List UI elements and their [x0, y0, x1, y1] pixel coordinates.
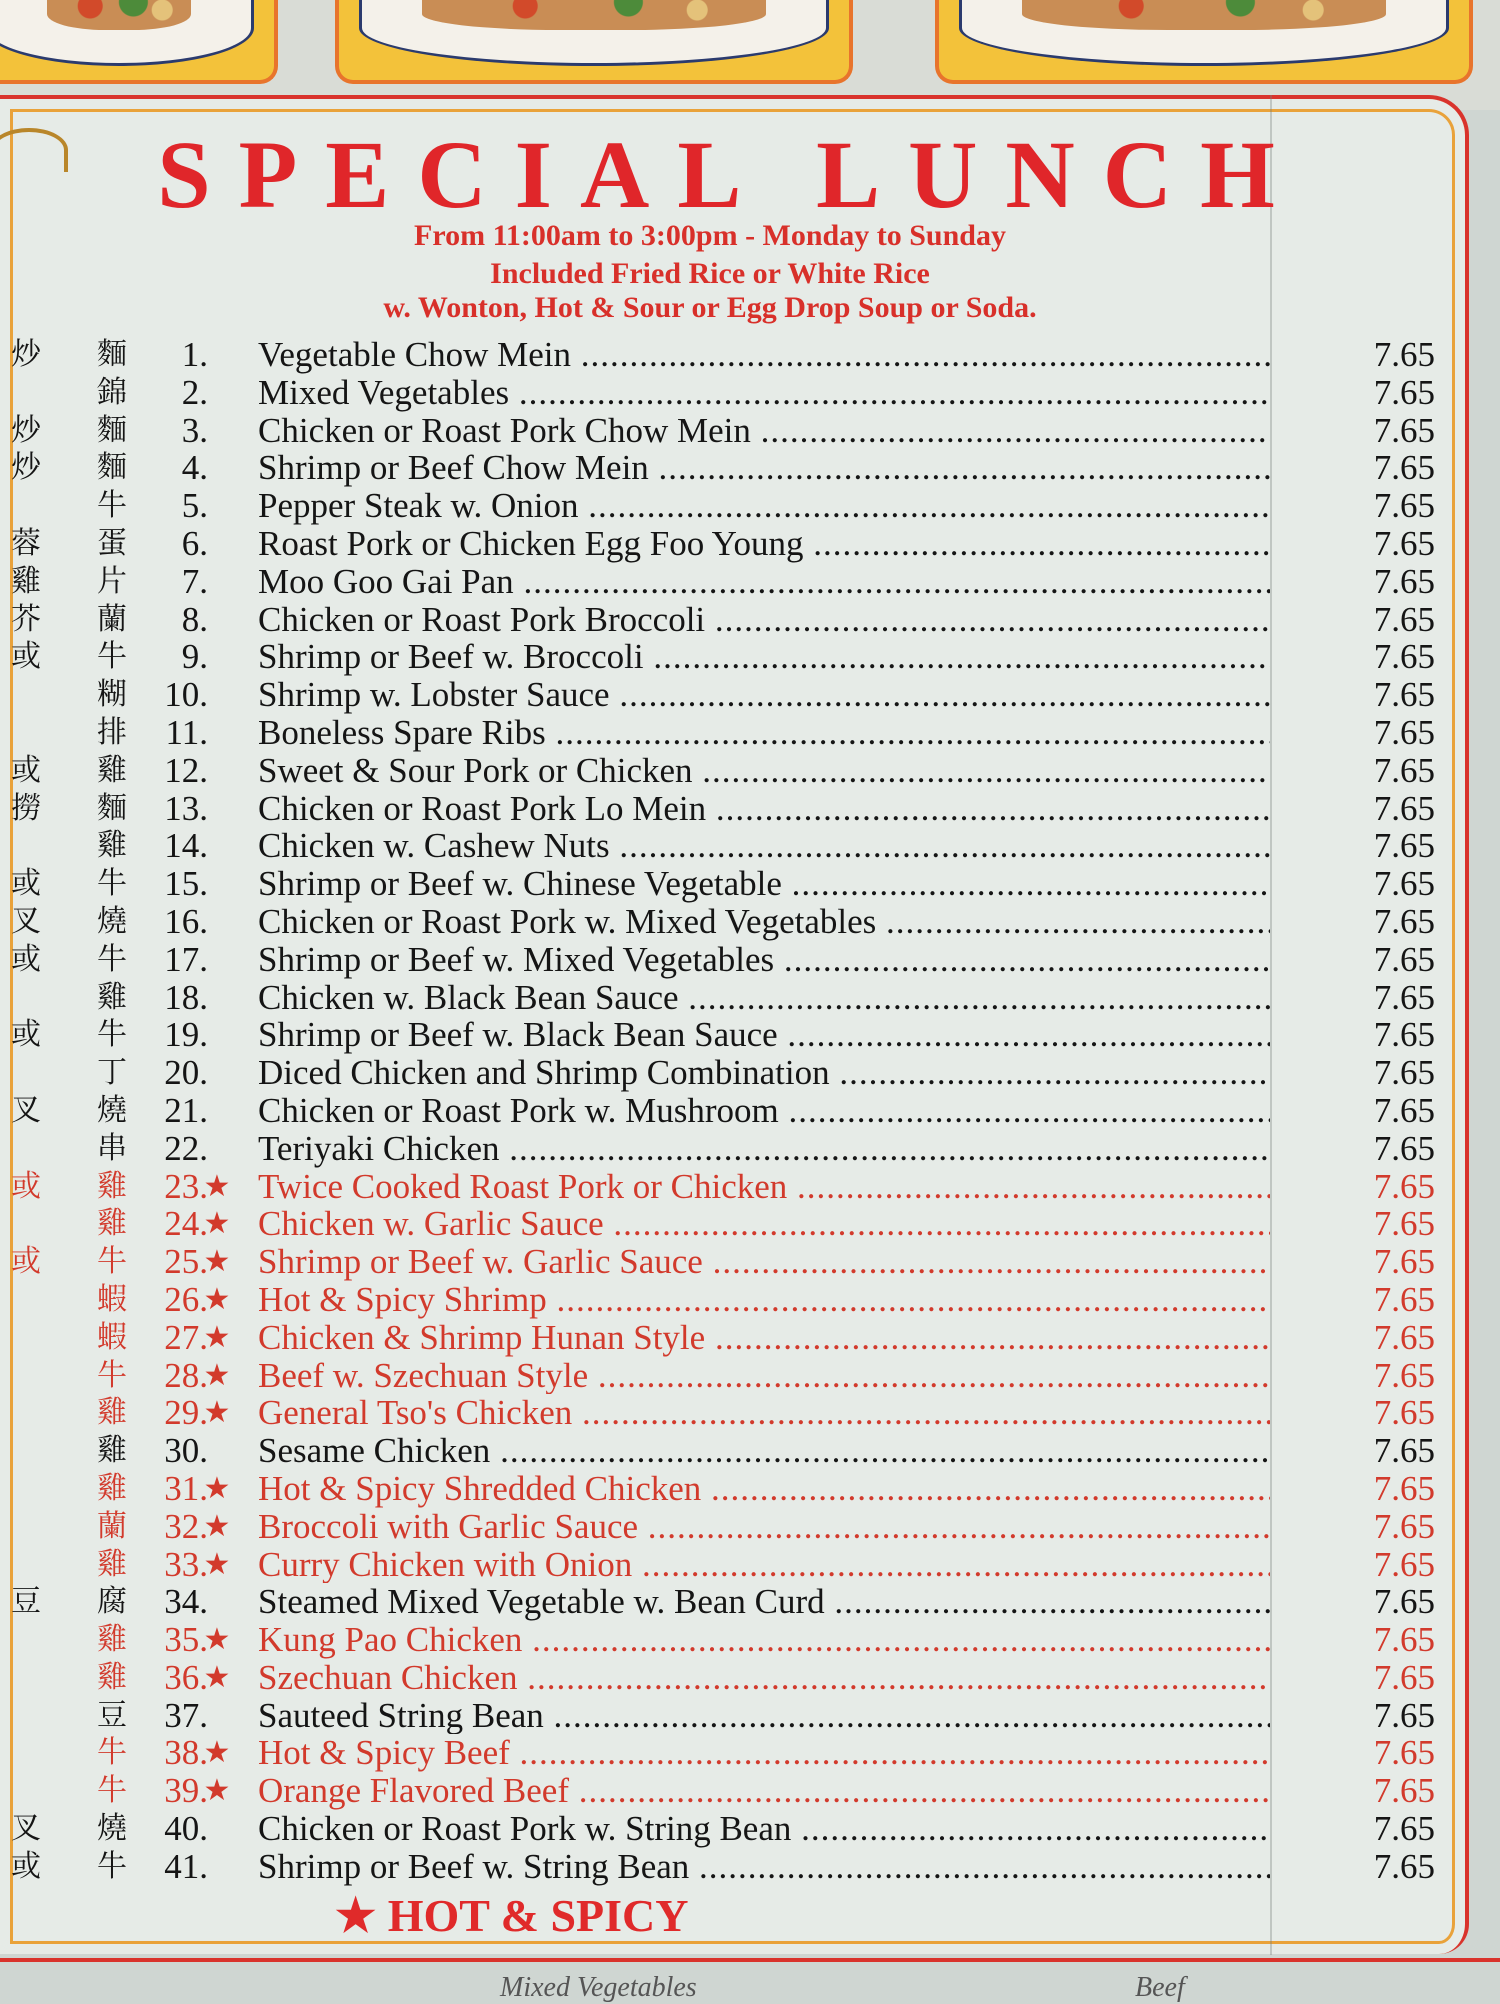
item-name: Chicken w. Garlic Sauce ..... [258, 1205, 1270, 1243]
item-number: 2. [181, 372, 208, 412]
item-price: 7.65 [1373, 977, 1435, 1017]
item-price: 7.65 [1373, 372, 1435, 412]
chinese-char: 雞 [97, 1396, 127, 1430]
item-name: Chicken or Roast Pork w. Mixed Vegetables ..... [258, 903, 1270, 941]
chinese-char: 蝦 [97, 1320, 127, 1354]
item-name: Boneless Spare Ribs ..... [258, 714, 1270, 752]
item-name: Orange Flavored Beef ..... [258, 1772, 1270, 1810]
chinese-char: 雞 [97, 1471, 127, 1505]
item-price: 7.65 [1373, 750, 1435, 790]
chinese-char: 雞 [97, 980, 127, 1014]
chinese-char: 雞 [97, 1547, 127, 1581]
item-number: 40. [164, 1809, 208, 1849]
item-number: 41. [164, 1846, 208, 1886]
item-price: 7.65 [1373, 712, 1435, 752]
item-price: 7.65 [1373, 1695, 1435, 1735]
menu-item [0, 1810, 1440, 1848]
menu-item [0, 449, 1440, 487]
chinese-char: 豆 [97, 1698, 127, 1732]
ornament-icon [0, 128, 68, 172]
chinese-char-left: 叉 [11, 904, 41, 938]
menu-item [0, 1243, 1440, 1281]
item-name: Pepper Steak w. Onion ..... [258, 487, 1270, 525]
subtitle-hours: From 11:00am to 3:00pm - Monday to Sunday [414, 219, 1006, 252]
menu-item [0, 1470, 1440, 1508]
item-price: 7.65 [1373, 939, 1435, 979]
chinese-char: 腐 [97, 1585, 127, 1619]
item-number: 20. [164, 1053, 208, 1093]
menu-item [0, 1281, 1440, 1319]
spicy-star-icon: ★ [203, 1396, 231, 1430]
menu-list [0, 336, 1440, 1886]
menu-item [0, 1319, 1440, 1357]
item-number: 38. [164, 1733, 208, 1773]
chinese-char-left: 或 [11, 1245, 41, 1279]
menu-item [0, 752, 1440, 790]
menu-item [0, 336, 1440, 374]
item-price: 7.65 [1373, 1166, 1435, 1206]
item-price: 7.65 [1373, 335, 1435, 374]
next-page-text: Mixed Vegetables [500, 1972, 697, 2003]
item-number: 12. [164, 750, 208, 790]
item-price: 7.65 [1373, 1846, 1435, 1886]
item-number: 21. [164, 1090, 208, 1130]
item-name: Roast Pork or Chicken Egg Foo Young ..... [258, 525, 1270, 563]
chinese-char: 牛 [97, 867, 127, 901]
menu-item [0, 563, 1440, 601]
menu-item [0, 1621, 1440, 1659]
item-number: 23. [164, 1166, 208, 1206]
item-price: 7.65 [1373, 1015, 1435, 1055]
item-number: 30. [164, 1431, 208, 1471]
menu-item [0, 374, 1440, 412]
item-price: 7.65 [1373, 1279, 1435, 1319]
item-name: General Tso's Chicken ..... [258, 1394, 1270, 1432]
item-price: 7.65 [1373, 1620, 1435, 1660]
item-name: Shrimp or Beef w. Garlic Sauce ..... [258, 1243, 1270, 1281]
item-name: Vegetable Chow Mein ..... [258, 336, 1270, 374]
menu-item [0, 676, 1440, 714]
item-number: 28. [164, 1355, 208, 1395]
item-price: 7.65 [1373, 637, 1435, 677]
chinese-char: 牛 [97, 489, 127, 523]
chinese-char: 燒 [97, 1093, 127, 1127]
item-number: 25. [164, 1242, 208, 1282]
chinese-char: 丁 [97, 1056, 127, 1090]
chinese-char: 串 [97, 1131, 127, 1165]
menu-item [0, 1205, 1440, 1243]
chinese-char-left: 叉 [11, 1812, 41, 1846]
item-name: Broccoli with Garlic Sauce ..... [258, 1508, 1270, 1546]
menu-item [0, 1583, 1440, 1621]
chinese-char: 排 [97, 715, 127, 749]
chinese-char: 牛 [97, 1245, 127, 1279]
chinese-char-left: 或 [11, 1169, 41, 1203]
menu-item [0, 865, 1440, 903]
item-price: 7.65 [1373, 1431, 1435, 1471]
item-name: Teriyaki Chicken ..... [258, 1130, 1270, 1168]
item-price: 7.65 [1373, 1317, 1435, 1357]
chinese-char-left: 炒 [11, 451, 41, 485]
chinese-char: 牛 [97, 942, 127, 976]
chinese-char: 牛 [97, 1774, 127, 1808]
item-price: 7.65 [1373, 410, 1435, 450]
hot-spicy-legend: ★ HOT & SPICY [335, 1890, 689, 1941]
dish-photo [935, 0, 1473, 84]
menu-item [0, 1092, 1440, 1130]
item-number: 10. [164, 675, 208, 715]
menu-item [0, 1772, 1440, 1810]
chinese-char: 牛 [97, 1736, 127, 1770]
item-name: Steamed Mixed Vegetable w. Bean Curd ..... [258, 1583, 1270, 1621]
item-number: 6. [181, 523, 208, 563]
menu-item [0, 1130, 1440, 1168]
item-name: Sauteed String Bean ..... [258, 1697, 1270, 1735]
item-name: Chicken or Roast Pork w. Mushroom ..... [258, 1092, 1270, 1130]
chinese-char-left: 叉 [11, 1093, 41, 1127]
item-price: 7.65 [1373, 1733, 1435, 1773]
dish-photo [0, 0, 278, 84]
item-number: 11. [165, 712, 208, 752]
item-name: Curry Chicken with Onion ..... [258, 1546, 1270, 1584]
spicy-star-icon: ★ [203, 1282, 231, 1316]
item-number: 16. [164, 901, 208, 941]
item-number: 26. [164, 1279, 208, 1319]
item-number: 27. [164, 1317, 208, 1357]
item-price: 7.65 [1373, 864, 1435, 904]
item-price: 7.65 [1373, 1506, 1435, 1546]
menu-item [0, 412, 1440, 450]
item-price: 7.65 [1373, 1657, 1435, 1697]
item-number: 36. [164, 1657, 208, 1697]
item-number: 34. [164, 1582, 208, 1622]
item-number: 15. [164, 864, 208, 904]
chinese-char-left: 芥 [11, 602, 41, 636]
chinese-char: 蘭 [97, 1509, 127, 1543]
chinese-char-left: 或 [11, 753, 41, 787]
item-number: 9. [181, 637, 208, 677]
menu-item [0, 601, 1440, 639]
spicy-star-icon: ★ [203, 1169, 231, 1203]
menu-item [0, 1432, 1440, 1470]
page-title: SPECIAL LUNCH [157, 121, 1303, 228]
item-price: 7.65 [1373, 1090, 1435, 1130]
spicy-star-icon: ★ [203, 1471, 231, 1505]
menu-item [0, 487, 1440, 525]
item-number: 8. [181, 599, 208, 639]
chinese-char: 牛 [97, 1849, 127, 1883]
chinese-char: 片 [97, 564, 127, 598]
chinese-char-left: 炒 [11, 338, 41, 371]
spicy-star-icon: ★ [203, 1660, 231, 1694]
item-number: 1. [181, 335, 208, 374]
item-number: 39. [164, 1771, 208, 1811]
chinese-char: 燒 [97, 1812, 127, 1846]
chinese-char: 蛋 [97, 526, 127, 560]
item-name: Chicken & Shrimp Hunan Style ..... [258, 1319, 1270, 1357]
item-name: Chicken or Roast Pork Lo Mein ..... [258, 790, 1270, 828]
chinese-char: 錦 [97, 375, 127, 409]
item-number: 31. [164, 1468, 208, 1508]
top-photo-strip [0, 0, 1500, 110]
item-number: 29. [164, 1393, 208, 1433]
menu-item [0, 979, 1440, 1017]
chinese-char: 糊 [97, 678, 127, 712]
item-price: 7.65 [1373, 1242, 1435, 1282]
item-price: 7.65 [1373, 1809, 1435, 1849]
item-name: Shrimp or Beef w. String Bean ..... [258, 1848, 1270, 1886]
menu-item [0, 1016, 1440, 1054]
menu-item [0, 790, 1440, 828]
menu-item [0, 903, 1440, 941]
menu-item [0, 1357, 1440, 1395]
item-name: Mixed Vegetables ..... [258, 374, 1270, 412]
menu-item [0, 714, 1440, 752]
item-name: Shrimp or Beef w. Mixed Vegetables ..... [258, 941, 1270, 979]
chinese-char-left: 或 [11, 867, 41, 901]
item-name: Diced Chicken and Shrimp Combination ..... [258, 1054, 1270, 1092]
item-price: 7.65 [1373, 1771, 1435, 1811]
menu-item [0, 1697, 1440, 1735]
item-name: Chicken or Roast Pork w. String Bean ..... [258, 1810, 1270, 1848]
item-name: Twice Cooked Roast Pork or Chicken ..... [258, 1168, 1270, 1206]
menu-item [0, 827, 1440, 865]
item-name: Kung Pao Chicken ..... [258, 1621, 1270, 1659]
item-name: Hot & Spicy Shrimp ..... [258, 1281, 1270, 1319]
subtitle-rice: Included Fried Rice or White Rice [490, 257, 930, 290]
menu-item [0, 1394, 1440, 1432]
chinese-char: 蝦 [97, 1282, 127, 1316]
chinese-char-left: 或 [11, 1018, 41, 1052]
chinese-char-left: 撈 [11, 791, 41, 825]
item-name: Chicken or Roast Pork Chow Mein ..... [258, 412, 1270, 450]
chinese-char-left: 炒 [11, 413, 41, 447]
chinese-char: 雞 [97, 1623, 127, 1657]
chinese-char-left: 或 [11, 640, 41, 674]
item-number: 32. [164, 1506, 208, 1546]
menu-item [0, 1054, 1440, 1092]
item-number: 19. [164, 1015, 208, 1055]
chinese-char-left: 蓉 [11, 526, 41, 560]
menu-item [0, 1848, 1440, 1886]
item-number: 13. [164, 788, 208, 828]
item-price: 7.65 [1373, 1355, 1435, 1395]
spicy-star-icon: ★ [203, 1736, 231, 1770]
item-name: Chicken w. Cashew Nuts ..... [258, 827, 1270, 865]
chinese-char-left: 豆 [11, 1585, 41, 1619]
item-number: 33. [164, 1544, 208, 1584]
chinese-char: 麵 [97, 413, 127, 447]
item-name: Hot & Spicy Beef ..... [258, 1734, 1270, 1772]
item-name: Moo Goo Gai Pan ..... [258, 563, 1270, 601]
chinese-char: 雞 [97, 1660, 127, 1694]
menu-item [0, 1734, 1440, 1772]
spicy-star-icon: ★ [203, 1509, 231, 1543]
item-number: 14. [164, 826, 208, 866]
spicy-star-icon: ★ [203, 1245, 231, 1279]
item-name: Beef w. Szechuan Style ..... [258, 1357, 1270, 1395]
item-name: Shrimp or Beef Chow Mein ..... [258, 449, 1270, 487]
item-number: 4. [181, 448, 208, 488]
item-name: Shrimp or Beef w. Black Bean Sauce ..... [258, 1016, 1270, 1054]
item-name: Hot & Spicy Shredded Chicken ..... [258, 1470, 1270, 1508]
chinese-char: 麵 [97, 451, 127, 485]
spicy-star-icon: ★ [203, 1358, 231, 1392]
spicy-star-icon: ★ [203, 1623, 231, 1657]
item-number: 5. [181, 486, 208, 526]
item-name: Sesame Chicken ..... [258, 1432, 1270, 1470]
menu-item [0, 638, 1440, 676]
chinese-char: 麵 [97, 338, 127, 371]
item-price: 7.65 [1373, 448, 1435, 488]
item-price: 7.65 [1373, 1582, 1435, 1622]
item-number: 35. [164, 1620, 208, 1660]
spicy-star-icon: ★ [203, 1774, 231, 1808]
item-number: 7. [181, 561, 208, 601]
menu-item [0, 525, 1440, 563]
item-number: 24. [164, 1204, 208, 1244]
subtitle-soup: w. Wonton, Hot & Sour or Egg Drop Soup or Soda. [383, 291, 1037, 324]
chinese-char: 雞 [97, 753, 127, 787]
chinese-char-left: 或 [11, 1849, 41, 1883]
item-name: Shrimp w. Lobster Sauce ..... [258, 676, 1270, 714]
item-name: Sweet & Sour Pork or Chicken ..... [258, 752, 1270, 790]
item-name: Chicken or Roast Pork Broccoli ..... [258, 601, 1270, 639]
chinese-char: 雞 [97, 1434, 127, 1468]
item-number: 18. [164, 977, 208, 1017]
chinese-char-left: 雞 [11, 564, 41, 598]
item-price: 7.65 [1373, 788, 1435, 828]
menu-item [0, 1508, 1440, 1546]
menu-item [0, 1168, 1440, 1206]
chinese-char-left: 或 [11, 942, 41, 976]
menu-item [0, 1659, 1440, 1697]
item-number: 37. [164, 1695, 208, 1735]
item-price: 7.65 [1373, 826, 1435, 866]
chinese-char: 雞 [97, 1207, 127, 1241]
next-page-text: Beef [1135, 1972, 1185, 2003]
item-price: 7.65 [1373, 1393, 1435, 1433]
menu-item [0, 1546, 1440, 1584]
item-price: 7.65 [1373, 901, 1435, 941]
item-price: 7.65 [1373, 1468, 1435, 1508]
item-number: 3. [181, 410, 208, 450]
menu-item [0, 941, 1440, 979]
spicy-star-icon: ★ [203, 1207, 231, 1241]
item-price: 7.65 [1373, 523, 1435, 563]
item-name: Shrimp or Beef w. Broccoli ..... [258, 638, 1270, 676]
item-price: 7.65 [1373, 561, 1435, 601]
chinese-char: 牛 [97, 1018, 127, 1052]
chinese-char: 麵 [97, 791, 127, 825]
spicy-star-icon: ★ [203, 1320, 231, 1354]
chinese-char: 雞 [97, 829, 127, 863]
item-name: Szechuan Chicken ..... [258, 1659, 1270, 1697]
item-price: 7.65 [1373, 1544, 1435, 1584]
item-price: 7.65 [1373, 1053, 1435, 1093]
item-price: 7.65 [1373, 599, 1435, 639]
item-name: Shrimp or Beef w. Chinese Vegetable ..... [258, 865, 1270, 903]
spicy-star-icon: ★ [203, 1547, 231, 1581]
item-number: 22. [164, 1128, 208, 1168]
chinese-char: 蘭 [97, 602, 127, 636]
item-number: 17. [164, 939, 208, 979]
dish-photo [335, 0, 853, 84]
chinese-char: 牛 [97, 640, 127, 674]
chinese-char: 牛 [97, 1358, 127, 1392]
bottom-border [0, 1958, 1500, 1962]
item-price: 7.65 [1373, 675, 1435, 715]
item-name: Chicken w. Black Bean Sauce ..... [258, 979, 1270, 1017]
item-price: 7.65 [1373, 486, 1435, 526]
chinese-char: 燒 [97, 904, 127, 938]
item-price: 7.65 [1373, 1128, 1435, 1168]
item-price: 7.65 [1373, 1204, 1435, 1244]
chinese-char: 雞 [97, 1169, 127, 1203]
